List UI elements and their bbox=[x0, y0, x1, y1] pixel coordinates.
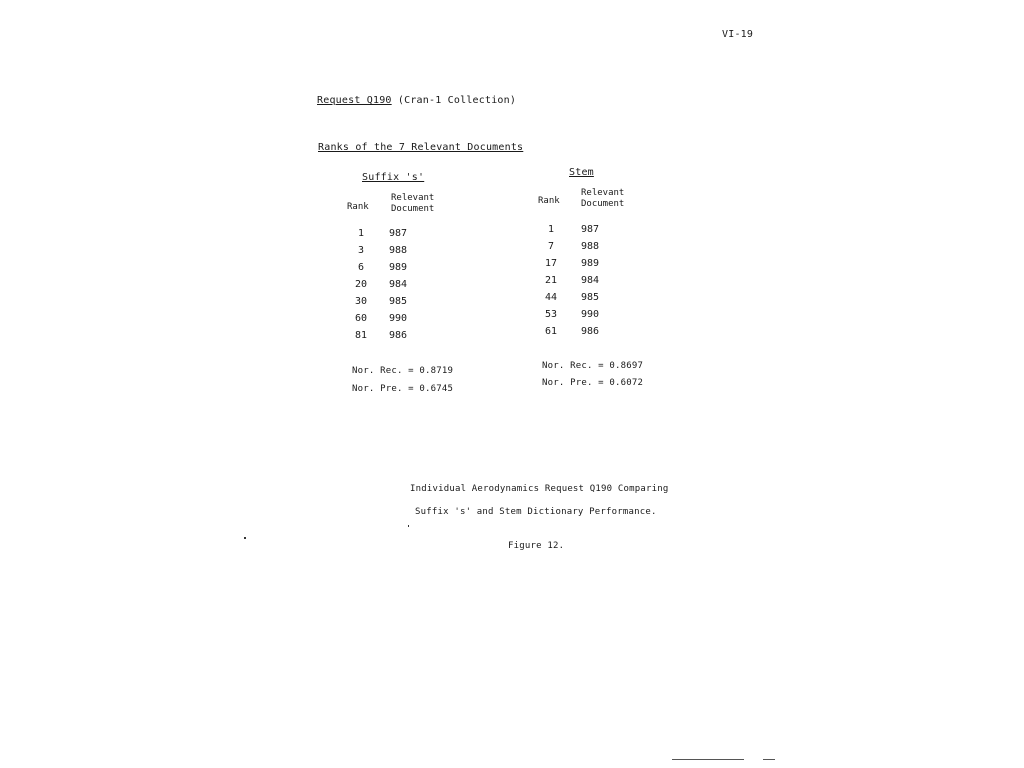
right-row-rank: 53 bbox=[544, 309, 558, 320]
right-row-doc: 985 bbox=[581, 292, 600, 303]
right-row-doc: 988 bbox=[581, 241, 600, 252]
right-row-doc: 986 bbox=[581, 326, 600, 337]
right-nor-pre: Nor. Pre. = 0.6072 bbox=[542, 378, 644, 388]
right-row-doc: 990 bbox=[581, 309, 600, 320]
right-row-rank: 21 bbox=[544, 275, 558, 286]
right-nor-rec: Nor. Rec. = 0.8697 bbox=[542, 361, 644, 371]
right-row-rank: 61 bbox=[544, 326, 558, 337]
right-row bbox=[531, 309, 621, 320]
section-title: Ranks of the 7 Relevant Documents bbox=[318, 142, 524, 153]
request-collection: (Cran-1 Collection) bbox=[397, 95, 517, 106]
left-col-doc-header-line1: Relevant bbox=[391, 193, 435, 203]
right-row bbox=[531, 224, 621, 235]
scan-speck bbox=[244, 537, 246, 539]
right-table-title: Stem bbox=[569, 167, 594, 178]
left-row-doc: 988 bbox=[389, 245, 408, 256]
right-row bbox=[531, 241, 621, 252]
right-row bbox=[531, 275, 621, 286]
right-row-doc: 984 bbox=[581, 275, 600, 286]
left-row bbox=[341, 245, 429, 256]
right-row bbox=[531, 326, 621, 337]
page-number: VI-19 bbox=[722, 29, 754, 40]
scan-line bbox=[763, 759, 775, 760]
right-row-rank: 44 bbox=[544, 292, 558, 303]
right-row-rank: 1 bbox=[547, 224, 555, 235]
figure-label: Figure 12. bbox=[508, 541, 565, 551]
left-row-rank: 30 bbox=[354, 296, 368, 307]
left-nor-rec: Nor. Rec. = 0.8719 bbox=[352, 366, 454, 376]
left-row-rank: 6 bbox=[357, 262, 365, 273]
left-row-doc: 989 bbox=[389, 262, 408, 273]
caption-line2: Suffix 's' and Stem Dictionary Performance. bbox=[415, 507, 657, 517]
left-table-title: Suffix 's' bbox=[362, 172, 425, 183]
left-row bbox=[341, 279, 429, 290]
left-row-rank: 81 bbox=[354, 330, 368, 341]
left-row-doc: 984 bbox=[389, 279, 408, 290]
left-row-doc: 986 bbox=[389, 330, 408, 341]
right-col-doc-header bbox=[581, 188, 624, 210]
left-col-doc-header bbox=[391, 193, 434, 215]
request-heading bbox=[317, 95, 516, 106]
scan-line bbox=[672, 759, 744, 760]
left-row-rank: 20 bbox=[354, 279, 368, 290]
scan-speck bbox=[408, 525, 409, 527]
left-row bbox=[341, 330, 429, 341]
left-row bbox=[341, 296, 429, 307]
right-row bbox=[531, 292, 621, 303]
left-row-rank: 60 bbox=[354, 313, 368, 324]
left-row-rank: 1 bbox=[357, 228, 365, 239]
right-row-rank: 7 bbox=[547, 241, 555, 252]
left-row-rank: 3 bbox=[357, 245, 365, 256]
left-row-doc: 987 bbox=[389, 228, 408, 239]
left-col-rank-header: Rank bbox=[347, 202, 369, 212]
right-col-doc-header-line1: Relevant bbox=[581, 188, 625, 198]
right-row bbox=[531, 258, 621, 269]
right-row-rank: 17 bbox=[544, 258, 558, 269]
left-row bbox=[341, 262, 429, 273]
caption-line1: Individual Aerodynamics Request Q190 Comparing bbox=[410, 484, 669, 494]
request-number: Request Q190 bbox=[317, 95, 392, 106]
left-nor-pre: Nor. Pre. = 0.6745 bbox=[352, 384, 454, 394]
left-row bbox=[341, 313, 429, 324]
left-row bbox=[341, 228, 429, 239]
left-row-doc: 990 bbox=[389, 313, 408, 324]
right-col-rank-header: Rank bbox=[538, 196, 560, 206]
right-row-doc: 989 bbox=[581, 258, 600, 269]
left-col-doc-header-line2: Document bbox=[391, 204, 435, 214]
right-row-doc: 987 bbox=[581, 224, 600, 235]
right-col-doc-header-line2: Document bbox=[581, 199, 625, 209]
left-row-doc: 985 bbox=[389, 296, 408, 307]
